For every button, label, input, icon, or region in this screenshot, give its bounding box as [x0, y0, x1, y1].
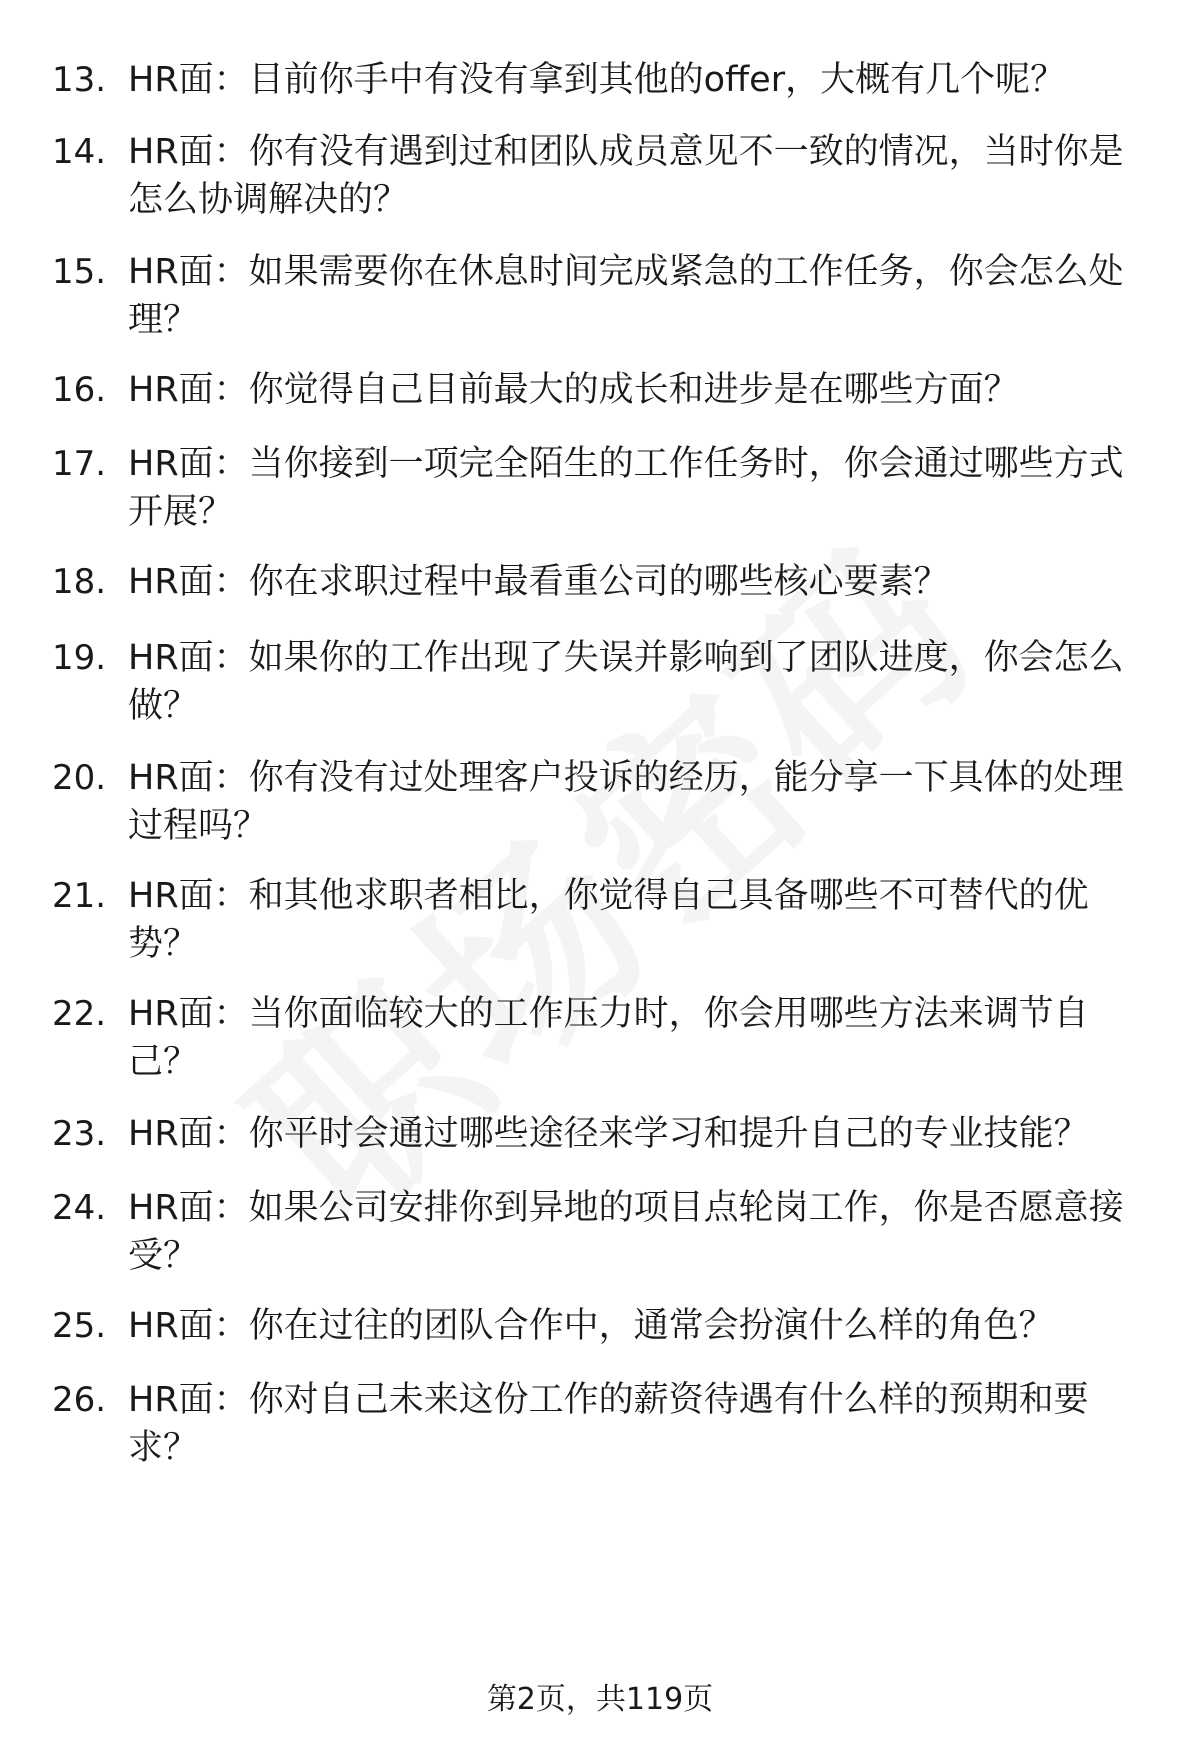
item-number: 22. — [52, 994, 107, 1034]
item-text: HR面：如果需要你在休息时间完成紧急的工作任务，你会怎么处理？ — [128, 252, 1124, 340]
item-number: 18. — [52, 562, 107, 602]
item-text: HR面：你对自己未来这份工作的薪资待遇有什么样的预期和要求？ — [128, 1380, 1089, 1468]
item-text: HR面：你在求职过程中最看重公司的哪些核心要素？ — [128, 562, 949, 602]
item-text: HR面：目前你手中有没有拿到其他的offer，大概有几个呢？ — [128, 60, 1066, 100]
item-number: 26. — [52, 1380, 107, 1420]
item-text: HR面：你有没有遇到过和团队成员意见不一致的情况，当时你是怎么协调解决的？ — [128, 132, 1124, 220]
item-text: HR面：当你面临较大的工作压力时，你会用哪些方法来调节自己？ — [128, 994, 1089, 1082]
item-number: 15. — [52, 252, 107, 292]
item-number: 24. — [52, 1188, 107, 1228]
item-text: HR面：当你接到一项完全陌生的工作任务时，你会通过哪些方式开展？ — [128, 444, 1124, 532]
item-number: 20. — [52, 758, 107, 798]
item-number: 19. — [52, 638, 107, 678]
item-number: 21. — [52, 876, 107, 916]
item-number: 23. — [52, 1114, 107, 1154]
item-number: 17. — [52, 444, 107, 484]
item-text: HR面：你在过往的团队合作中，通常会扮演什么样的角色？ — [128, 1306, 1054, 1346]
item-text: HR面：你有没有过处理客户投诉的经历，能分享一下具体的处理过程吗？ — [128, 758, 1124, 846]
item-number: 13. — [52, 60, 107, 100]
item-number: 14. — [52, 132, 107, 172]
item-text: HR面：和其他求职者相比，你觉得自己具备哪些不可替代的优势？ — [128, 876, 1089, 964]
item-number: 16. — [52, 370, 107, 410]
item-text: HR面：如果公司安排你到异地的项目点轮岗工作，你是否愿意接受？ — [128, 1188, 1124, 1276]
item-text: HR面：如果你的工作出现了失误并影响到了团队进度，你会怎么做？ — [128, 638, 1124, 726]
page-footer: 第2页，共119页 — [486, 1682, 714, 1717]
item-text: HR面：你觉得自己目前最大的成长和进步是在哪些方面？ — [128, 370, 1019, 410]
item-text: HR面：你平时会通过哪些途径来学习和提升自己的专业技能？ — [128, 1114, 1089, 1154]
item-number: 25. — [52, 1306, 107, 1346]
